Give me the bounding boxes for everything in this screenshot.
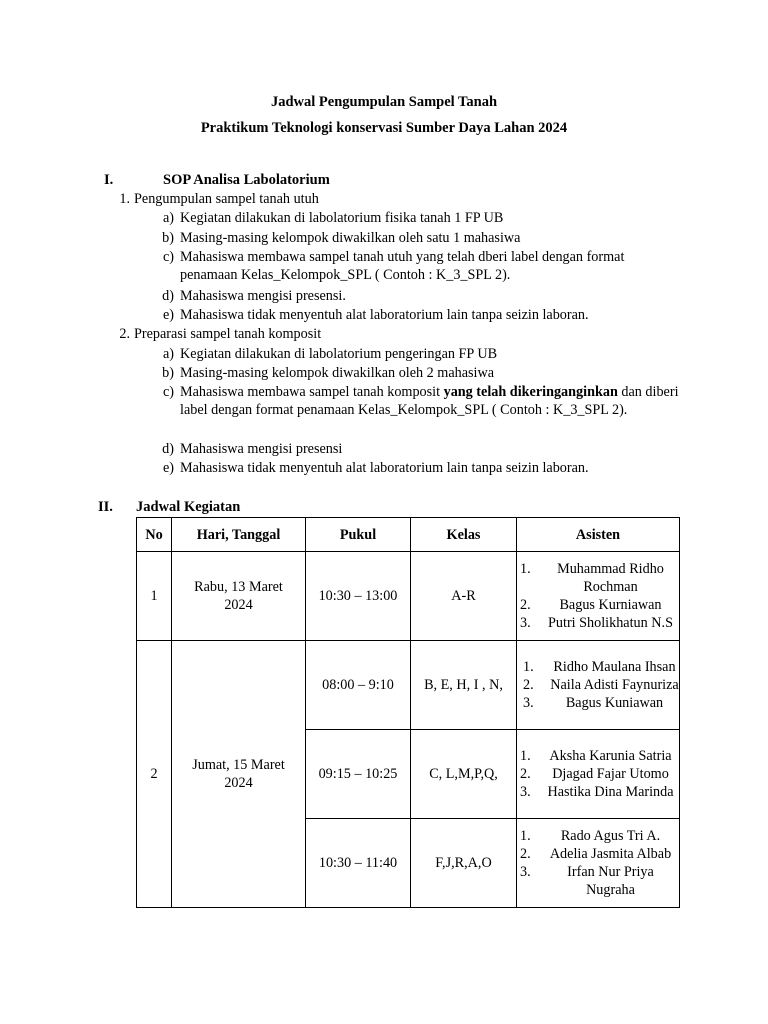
section-1-number: I. (104, 172, 114, 188)
sub-item-text-part: Mahasiswa membawa sampel tanah komposit (180, 384, 444, 400)
list-item (517, 747, 679, 765)
assistant-name: Bagus Kurniawan (559, 597, 662, 613)
schedule-table (136, 517, 680, 908)
assistant-name: Djagad Fajar Utomo (552, 766, 669, 782)
list-number: 3. (520, 864, 531, 880)
list-number: 2. (520, 846, 531, 862)
list-item (517, 845, 679, 863)
assistant-name: Ridho Maulana Ihsan (553, 659, 676, 675)
list-item (517, 560, 679, 596)
sub-item-text: Mahasiswa tidak menyentuh alat laboratorium lain tanpa seizin laboran. (180, 307, 589, 323)
table-row (137, 552, 680, 641)
assistant-list (517, 827, 679, 899)
sub-item-letter: d) (162, 441, 174, 457)
sub-item-letter: a) (162, 346, 174, 362)
assistant-name: Irfan Nur Priya Nugraha (567, 864, 654, 898)
list-item (517, 658, 679, 676)
sub-item-letter: b) (162, 365, 174, 381)
col-header-date: Hari, Tanggal (172, 518, 306, 552)
list-item-number: 1. (119, 191, 130, 207)
assistant-list (517, 747, 679, 801)
sub-item-letter: a) (162, 210, 174, 226)
assistant-name: Aksha Karunia Satria (549, 748, 672, 764)
cell-assistants (517, 641, 680, 730)
section-2-number: II. (98, 499, 113, 515)
sub-item-text (180, 383, 680, 419)
sub-item-text: Mahasiswa membawa sampel tanah utuh yang telah dberi label dengan format penamaan Kelas_Kelompok_SPL ( Contoh : K_3_SPL 2). (180, 249, 625, 283)
list-item (517, 614, 679, 632)
list-item-number: 2. (119, 326, 130, 342)
cell-class: F,J,R,A,O (411, 819, 517, 908)
col-header-time: Pukul (306, 518, 411, 552)
cell-date: Jumat, 15 Maret 2024 (172, 641, 306, 908)
assistant-name: Naila Adisti Faynuriza (550, 677, 679, 693)
list-number: 3. (520, 784, 531, 800)
cell-class: A-R (411, 552, 517, 641)
cell-time: 10:30 – 13:00 (306, 552, 411, 641)
col-header-class: Kelas (411, 518, 517, 552)
sub-item-text: Mahasiswa tidak menyentuh alat laboratorium lain tanpa seizin laboran. (180, 460, 589, 476)
assistant-name: Rado Agus Tri A. (560, 828, 661, 844)
assistant-name: Muhammad Ridho Rochman (557, 561, 664, 595)
assistant-name: Hastika Dina Marinda (547, 784, 674, 800)
sub-item-letter: c) (162, 249, 174, 265)
cell-assistants (517, 819, 680, 908)
sub-item-letter: e) (162, 307, 174, 323)
table-row (137, 641, 680, 730)
cell-no: 2 (137, 641, 172, 908)
list-number: 2. (520, 766, 531, 782)
list-number: 1. (520, 748, 531, 764)
list-item (517, 863, 679, 899)
list-number: 1. (523, 659, 534, 675)
sub-item-text: Masing-masing kelompok diwakilkan oleh satu 1 mahasiwa (180, 230, 521, 246)
list-item (517, 694, 679, 712)
list-number: 3. (520, 615, 531, 631)
list-number: 1. (520, 561, 531, 577)
list-item (517, 827, 679, 845)
cell-assistants (517, 730, 680, 819)
list-number: 2. (523, 677, 534, 693)
cell-time: 09:15 – 10:25 (306, 730, 411, 819)
list-item (517, 783, 679, 801)
section-1-heading: SOP Analisa Labolatorium (163, 172, 330, 188)
document-title: Jadwal Pengumpulan Sampel Tanah (270, 94, 498, 110)
sub-item-text-bold: yang telah dikeringanginkan (443, 384, 618, 400)
table-header-row (137, 518, 680, 552)
cell-no: 1 (137, 552, 172, 641)
sub-item-text: Masing-masing kelompok diwakilkan oleh 2 mahasiwa (180, 365, 495, 381)
col-header-no: No (137, 518, 172, 552)
sub-item-letter: b) (162, 230, 174, 246)
sub-item-letter: e) (162, 460, 174, 476)
sub-item-letter: d) (162, 288, 174, 304)
sub-item-text: Kegiatan dilakukan di labolatorium pengeringan FP UB (180, 346, 498, 362)
col-header-assistant: Asisten (517, 518, 680, 552)
list-item (517, 676, 679, 694)
assistant-list (517, 560, 679, 632)
assistant-name: Bagus Kuniawan (565, 695, 664, 711)
cell-date: Rabu, 13 Maret 2024 (172, 552, 306, 641)
cell-assistants (517, 552, 680, 641)
sub-item-text: Kegiatan dilakukan di labolatorium fisika tanah 1 FP UB (180, 210, 504, 226)
cell-class: B, E, H, I , N, (411, 641, 517, 730)
list-item-text: Preparasi sampel tanah komposit (134, 326, 322, 342)
cell-class: C, L,M,P,Q, (411, 730, 517, 819)
list-item (517, 596, 679, 614)
cell-time: 10:30 – 11:40 (306, 819, 411, 908)
section-2-heading: Jadwal Kegiatan (136, 499, 241, 515)
sub-item-text: Mahasiswa mengisi presensi (180, 441, 343, 457)
list-number: 3. (523, 695, 534, 711)
list-item-text: Pengumpulan sampel tanah utuh (134, 191, 319, 207)
assistant-list (517, 658, 679, 712)
document-subtitle: Praktikum Teknologi konservasi Sumber Daya Lahan 2024 (200, 120, 568, 136)
cell-time: 08:00 – 9:10 (306, 641, 411, 730)
assistant-name: Putri Sholikhatun N.S (548, 615, 673, 631)
sub-item-text: Mahasiswa mengisi presensi. (180, 288, 346, 304)
list-number: 2. (520, 597, 531, 613)
assistant-name: Adelia Jasmita Albab (549, 846, 672, 862)
list-item (517, 765, 679, 783)
sub-item-letter: c) (162, 384, 174, 400)
sub-item-text-part: dan diberi label dengan format penamaan Kelas_Kelompok_SPL ( Contoh : K_3_SPL 2). (180, 384, 679, 418)
list-number: 1. (520, 828, 531, 844)
